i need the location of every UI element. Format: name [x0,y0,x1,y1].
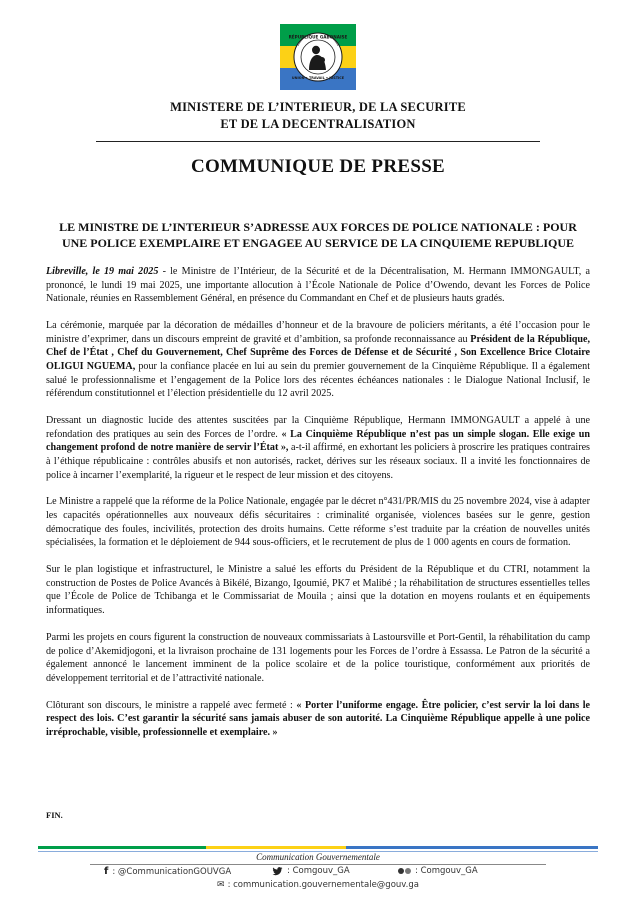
flickr-handle: : Comgouv_GA [415,866,478,876]
paragraph-1-text: - le Ministre de l’Intérieur, de la Sécurité et de la Décentralisation, M. Hermann IMMONGAULT, a prononcé, le lundi 19 mai 2025, une importante allocution à l’École Nationale de Police d’Owendo, devant les Forces de Police Nationale, réunies en Rassemblement Général, en présence du Commandant en Chef et de plusieurs hauts gradés. [46,266,590,305]
footer-flag-bar [38,846,598,849]
footer-facebook[interactable] [104,866,231,877]
emblem-motto-bottom: UNION • TRAVAIL • JUSTICE [291,76,345,80]
paragraph-3-text-b: a-t-il affirmé, en exhortant les policiers à proscrire les pratiques contraires à l’éthique républicaine : contrôles abusifs et non autorisés, racket, dérives sur les réseaux sociaux. Il a invité les fonctionnaires de police à incarner l’exemplarité, la rigueur et le respect de leur mission et des citoyens. [46,442,590,481]
paragraph-3-text-a: Dressant un diagnostic lucide des attentes suscitées par la Cinquième République, Hermann IMMONGAULT a appelé à une refondation des pratiques au sein des Forces de l’ordre. [46,415,590,440]
paragraph-7-text: Clôturant son discours, le ministre a rappelé avec fermeté : [46,699,297,711]
footer-twitter[interactable] [272,866,350,876]
paragraph-7-quote: « Porter l’uniforme engage. Être policier, c’est servir la loi dans le respect des lois. C’est garantir la sécurité sans jamais abuser de son autorité. La Cinquième République appelle à une police irréprochable, visible, professionnelle et exemplaire. » [46,699,590,738]
paragraph-2 [46,319,590,401]
ministry-line-2: ET DE LA DECENTRALISATION [220,117,416,131]
header-divider [96,141,540,142]
twitter-icon [272,867,283,876]
footer-email[interactable] [0,880,636,890]
article-body [46,265,590,753]
facebook-handle: : @CommunicationGOUVGA [112,866,232,877]
press-release-title: COMMUNIQUE DE PRESSE [190,156,446,177]
headline-line-2: UNE POLICE EXEMPLAIRE ET ENGAGEE AU SERVICE DE LA CINQUIEME REPUBLIQUE [61,236,575,250]
footer-flickr[interactable] [398,866,478,876]
article-headline [40,219,596,251]
gabon-republic-emblem [280,24,356,90]
facebook-icon: f [104,866,109,877]
twitter-handle: : Comgouv_GA [287,866,350,876]
headline-line-1: LE MINISTRE DE L’INTERIEUR S’ADRESSE AUX FORCES DE POLICE NATIONALE : POUR [59,220,577,234]
emblem-motto-top: RÉPUBLIQUE GABONAISE [288,34,348,40]
end-marker: FIN. [46,810,63,820]
email-address: : communication.gouvernementale@gouv.ga [227,880,419,890]
paragraph-1 [46,265,590,306]
paragraph-5: Sur le plan logistique et infrastructurel, le Ministre a salué les efforts du Président de la République et du CTRI, notamment la construction de Postes de Police Avancés à Bikélé, Bizango, Igoumié, PK7 et Malibé ; la réhabilitation de structures essentielles telles que l’École de Police de Tchibanga et le Commissariat de Mouila ; ainsi que la dotation en moyens roulants et en équipements informatiques. [46,564,590,617]
paragraph-3-quote: « La Cinquième République n’est pas un simple slogan. Elle exige un changement profond de notre manière de servir l’État », [46,428,590,454]
flickr-icon [398,868,411,874]
paragraph-4: Le Ministre a rappelé que la réforme de la Police Nationale, engagée par le décret n°431/PR/MIS du 25 novembre 2024, vise à adapter les capacités opérationnelles aux nouveaux défis sécuritaires : criminalité organisée, violences basées sur le genre, gestion démocratique des foules, incivilités, protection des droits humains. Cette réforme s’est traduite par la création de nouvelles unités spécialisées, la formation et le déploiement de 944 sous-officiers, et le recrutement de plus de 1 000 agents en cours de formation. [46,496,590,549]
footer-title: Communication Gouvernementale [256,852,380,862]
paragraph-2-text-b: pour la confiance placée en lui au sein du premier gouvernement de la Cinquième République. Il a également salué le professionnalisme et l’engagement de la Police lors des récentes échéances nationales : le Dialogue National Inclusif, le référendum constitutionnel et l’élection présidentielle du 12 avril 2025. [46,360,590,400]
footer-divider [90,864,546,865]
ministry-name [0,99,636,133]
paragraph-3 [46,414,590,482]
paragraph-7 [46,699,590,740]
paragraph-6: Parmi les projets en cours figurent la construction de nouveaux commissariats à Lastoursville et Port-Gentil, la réhabilitation du camp de police d’Akemidjogoni, et la livraison prochaine de 131 logements pour les Forces de l’ordre à Essassa. Le Patron de la sécurité a également annoncé le lancement imminent de la police scolaire et de la police touristique, conformément aux priorités de développement territorial et de l’attractivité nationale. [46,632,590,684]
dateline: Libreville, le 19 mai 2025 [46,266,159,277]
paragraph-2-text-a: La cérémonie, marquée par la décoration de médailles d’honneur et de la bravoure de policiers méritants, a été l’occasion pour le ministre d’exprimer, dans un discours empreint de gravité et d’ambition, sa profonde reconnaissance au [46,320,590,345]
envelope-icon: ✉ [217,880,225,890]
paragraph-2-bold: Président de la République, Chef de l’État , Chef du Gouvernement, Chef Suprême des Forces de Défense et de Sécurité , Son Excellence Brice Clotaire OLIGUI NGUEMA, [46,333,590,372]
ministry-line-1: MINISTERE DE L’INTERIEUR, DE LA SECURITE [170,100,466,114]
